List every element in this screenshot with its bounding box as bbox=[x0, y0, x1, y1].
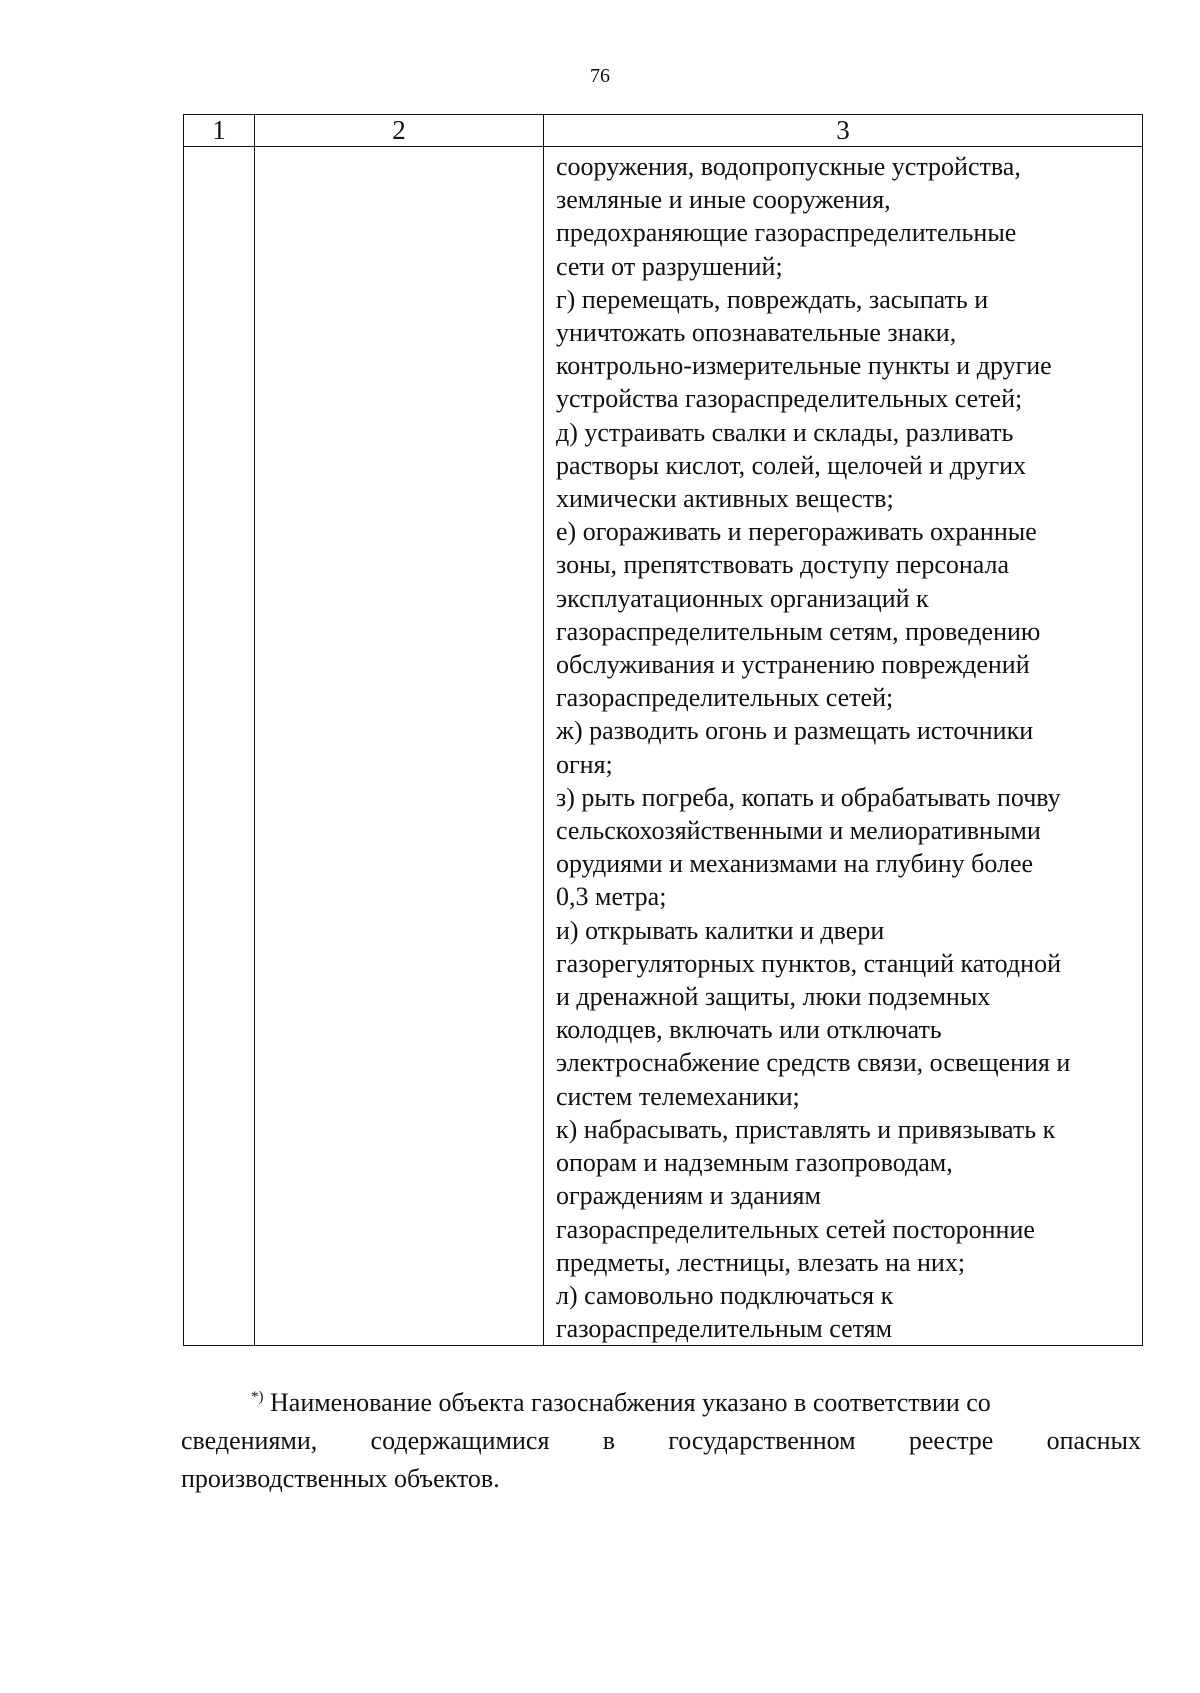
text-line: ж) разводить огонь и размещать источники bbox=[556, 716, 1034, 746]
text-line: д) устраивать свалки и склады, разливать bbox=[556, 417, 1014, 447]
table-header-row bbox=[184, 115, 1143, 147]
text-line: газораспределительных сетей посторонние bbox=[556, 1214, 1035, 1244]
text-line: г) перемещать, повреждать, засыпать и bbox=[556, 284, 989, 314]
text-line: ограждениям и зданиям bbox=[556, 1181, 821, 1211]
text-line: л) самовольно подключаться к bbox=[556, 1280, 894, 1310]
text-line: сельскохозяйственными и мелиоративными bbox=[556, 816, 1041, 846]
text-line: газорегуляторных пунктов, станций катодной bbox=[556, 948, 1061, 978]
text-line: и дренажной защиты, люки подземных bbox=[556, 982, 991, 1012]
text-line: огня; bbox=[556, 749, 613, 779]
text-line: земляные и иные сооружения, bbox=[556, 185, 891, 215]
table-cell-col1 bbox=[184, 147, 255, 1346]
text-line: к) набрасывать, приставлять и привязывать к bbox=[556, 1114, 1056, 1144]
text-line: 0,3 метра; bbox=[556, 882, 667, 912]
text-line: и) открывать калитки и двери bbox=[556, 915, 885, 945]
footnote-marker: *) bbox=[251, 1389, 264, 1405]
footnote-line-3: производственных объектов. bbox=[181, 1464, 500, 1493]
footnote bbox=[181, 1384, 1141, 1498]
text-line: предметы, лестницы, влезать на них; bbox=[556, 1247, 966, 1277]
text-line: опорам и надземным газопроводам, bbox=[556, 1148, 953, 1178]
text-line: зоны, препятствовать доступу персонала bbox=[556, 550, 1010, 580]
text-line: е) огораживать и перегораживать охранные bbox=[556, 517, 1037, 547]
column-header-3: 3 bbox=[544, 115, 1143, 147]
text-line: газораспределительным сетям, проведению bbox=[556, 616, 1041, 646]
text-line: газораспределительным сетям bbox=[556, 1314, 893, 1344]
page-number: 76 bbox=[590, 65, 610, 87]
text-line: устройства газораспределительных сетей; bbox=[556, 384, 1023, 414]
prohibitions-text bbox=[544, 147, 1142, 1345]
text-line: з) рыть погреба, копать и обрабатывать почву bbox=[556, 782, 1061, 812]
text-line: эксплуатационных организаций к bbox=[556, 583, 929, 613]
table-row bbox=[184, 147, 1143, 1346]
text-line: систем телемеханики; bbox=[556, 1081, 800, 1111]
text-line: электроснабжение средств связи, освещения и bbox=[556, 1048, 1071, 1078]
footnote-line-1-text: Наименование объекта газоснабжения указано в соответствии со bbox=[270, 1388, 991, 1417]
text-line: растворы кислот, солей, щелочей и других bbox=[556, 450, 1027, 480]
text-line: химически активных веществ; bbox=[556, 484, 894, 514]
text-line: газораспределительных сетей; bbox=[556, 683, 894, 713]
footnote-line-2: сведениями, содержащимися в государственном реестре опасных bbox=[181, 1426, 1141, 1455]
document-table bbox=[183, 114, 1143, 1346]
text-line: предохраняющие газораспределительные bbox=[556, 218, 1017, 248]
text-line: колодцев, включать или отключать bbox=[556, 1015, 942, 1045]
table-cell-col3 bbox=[544, 147, 1143, 1346]
text-line: контрольно-измерительные пункты и другие bbox=[556, 351, 1052, 381]
column-header-1: 1 bbox=[184, 115, 255, 147]
text-line: обслуживания и устранению повреждений bbox=[556, 650, 1030, 680]
text-line: сети от разрушений; bbox=[556, 251, 783, 281]
text-line: уничтожать опознавательные знаки, bbox=[556, 318, 957, 348]
text-line: орудиями и механизмами на глубину более bbox=[556, 849, 1034, 879]
table-cell-col2 bbox=[255, 147, 544, 1346]
column-header-2: 2 bbox=[255, 115, 544, 147]
text-line: сооружения, водопропускные устройства, bbox=[556, 152, 1021, 181]
footnote-line-1 bbox=[181, 1384, 1141, 1422]
